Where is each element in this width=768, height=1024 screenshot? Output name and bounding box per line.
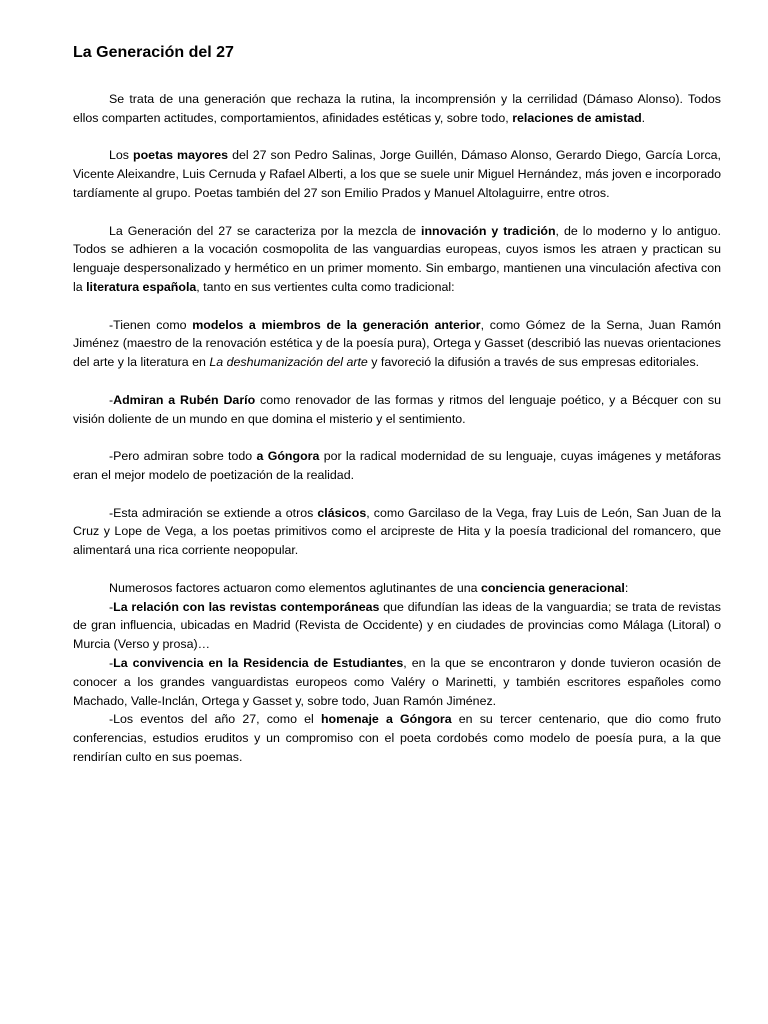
- paragraph-clasicos: [73, 504, 721, 560]
- text-run: , de lo moderno y lo antiguo. Todos se adhieren a la vocación cosmopolita de las vanguardias europeas, cuyos ismos les atraen y practican su lenguaje despersonalizado y hermético en un primer momento. Sin embargo, mantienen una vinculación afectiva con la: [73, 223, 721, 294]
- text-run: -Tienen como: [109, 317, 193, 332]
- paragraph-gap: [73, 428, 721, 447]
- text-run: -Esta admiración se extiende a otros: [109, 505, 318, 520]
- paragraph-gongora: [73, 447, 721, 485]
- paragraph-gap: [73, 372, 721, 391]
- paragraph-revistas: [73, 598, 721, 654]
- bold-run: clásicos: [317, 505, 367, 520]
- paragraph-homenaje: [73, 710, 721, 766]
- paragraph-intro: [73, 90, 721, 128]
- text-run: -: [109, 392, 114, 407]
- text-run: Se trata de una generación que rechaza la rutina, la incomprensión y la cerrilidad (Dámaso Alonso). Todos ellos comparten actitudes, comportamientos, afinidades estéticas y, sobre todo,: [73, 92, 721, 125]
- paragraph-residencia: [73, 654, 721, 710]
- bold-run: La convivencia en la Residencia de Estudiantes: [113, 655, 404, 670]
- bold-run: homenaje a Góngora: [320, 712, 452, 727]
- text-run: -: [109, 655, 114, 670]
- text-run: y favoreció la difusión a través de sus empresas editoriales.: [367, 355, 700, 370]
- bold-run: literatura española: [86, 279, 197, 294]
- paragraph-gap: [73, 560, 721, 579]
- text-run: que difundían las ideas de la vanguardia; se trata de revistas de gran influencia, ubicadas en Madrid (Revista de Occidente) y en ciudades de provincias como Málaga (Litoral) o Murcia (Verso y prosa)…: [73, 599, 721, 652]
- text-run: -: [109, 599, 114, 614]
- paragraph-modelos: [73, 316, 721, 372]
- text-run: , tanto en sus vertientes culta como tradicional:: [196, 279, 455, 294]
- paragraph-conciencia: [73, 579, 721, 598]
- bold-run: Admiran a Rubén Darío: [113, 392, 256, 407]
- text-run: :: [624, 580, 629, 595]
- text-run: .: [641, 110, 646, 125]
- bold-run: a Góngora: [256, 449, 320, 464]
- bold-run: modelos a miembros de la generación anterior: [192, 317, 481, 332]
- document-body: [73, 90, 721, 767]
- text-run: del 27 son Pedro Salinas, Jorge Guillén, Dámaso Alonso, Gerardo Diego, García Lorca, Vicente Aleixandre, Luis Cernuda y Rafael Alberti, a los que se suele unir Miguel Hernández, más joven e incorporado tardíamente al grupo. Poetas también del 27 son Emilio Prados y Manuel Altolaguirre, entre otros.: [73, 148, 722, 200]
- paragraph-gap: [73, 203, 721, 222]
- paragraph-ruben-dario: [73, 391, 721, 429]
- text-run: -Pero admiran sobre todo: [109, 449, 257, 464]
- italic-run: La deshumanización del arte: [209, 355, 368, 370]
- text-run: , como Garcilaso de la Vega, fray Luis de León, San Juan de la Cruz y Lope de Vega, a los poetas primitivos como el arcipreste de Hita y la poesía tradicional del romancero, que alimentará una rica corriente neopopular.: [73, 505, 721, 558]
- text-run: , en la que se encontraron y donde tuvieron ocasión de conocer a los grandes vanguardistas europeos como Valéry o Marinetti, y también escritores españoles como Machado, Valle-Inclán, Ortega y Gasset y, sobre todo, Juan Ramón Jiménez.: [73, 655, 722, 708]
- text-run: La Generación del 27 se caracteriza por la mezcla de: [109, 223, 422, 238]
- text-run: Numerosos factores actuaron como elementos aglutinantes de una: [109, 580, 481, 595]
- text-run: , como Gómez de la Serna, Juan Ramón Jiménez (maestro de la renovación estética y de la poesía pura), Ortega y Gasset (describió las nuevas orientaciones del arte y la literatura en: [73, 317, 721, 370]
- document-title: La Generación del 27: [73, 44, 234, 61]
- bold-run: poetas mayores: [133, 148, 229, 163]
- paragraph-innovacion: [73, 222, 721, 297]
- text-run: Los: [109, 148, 134, 163]
- paragraph-gap: [73, 297, 721, 316]
- bold-run: conciencia generacional: [480, 580, 625, 595]
- text-run: en su tercer centenario, que dio como fruto conferencias, estudios eruditos y un compromiso con el poeta cordobés como modelo de poesía pura, a la que rendirían culto en sus poemas.: [73, 712, 721, 764]
- bold-run: La relación con las revistas contemporáneas: [113, 599, 380, 614]
- bold-run: relaciones de amistad: [512, 110, 642, 125]
- text-run: como renovador de las formas y ritmos del lenguaje poético, y a Bécquer con su visión doliente de un mundo en que domina el misterio y el sentimiento.: [73, 392, 721, 426]
- text-run: -Los eventos del año 27, como el: [109, 712, 321, 727]
- bold-run: innovación y tradición: [421, 223, 556, 238]
- text-run: por la radical modernidad de su lenguaje, cuyas imágenes y metáforas eran el mejor modelo de poetización de la realidad.: [73, 449, 722, 482]
- paragraph-poetas-mayores: [73, 146, 721, 202]
- paragraph-gap: [73, 128, 721, 147]
- paragraph-gap: [73, 485, 721, 504]
